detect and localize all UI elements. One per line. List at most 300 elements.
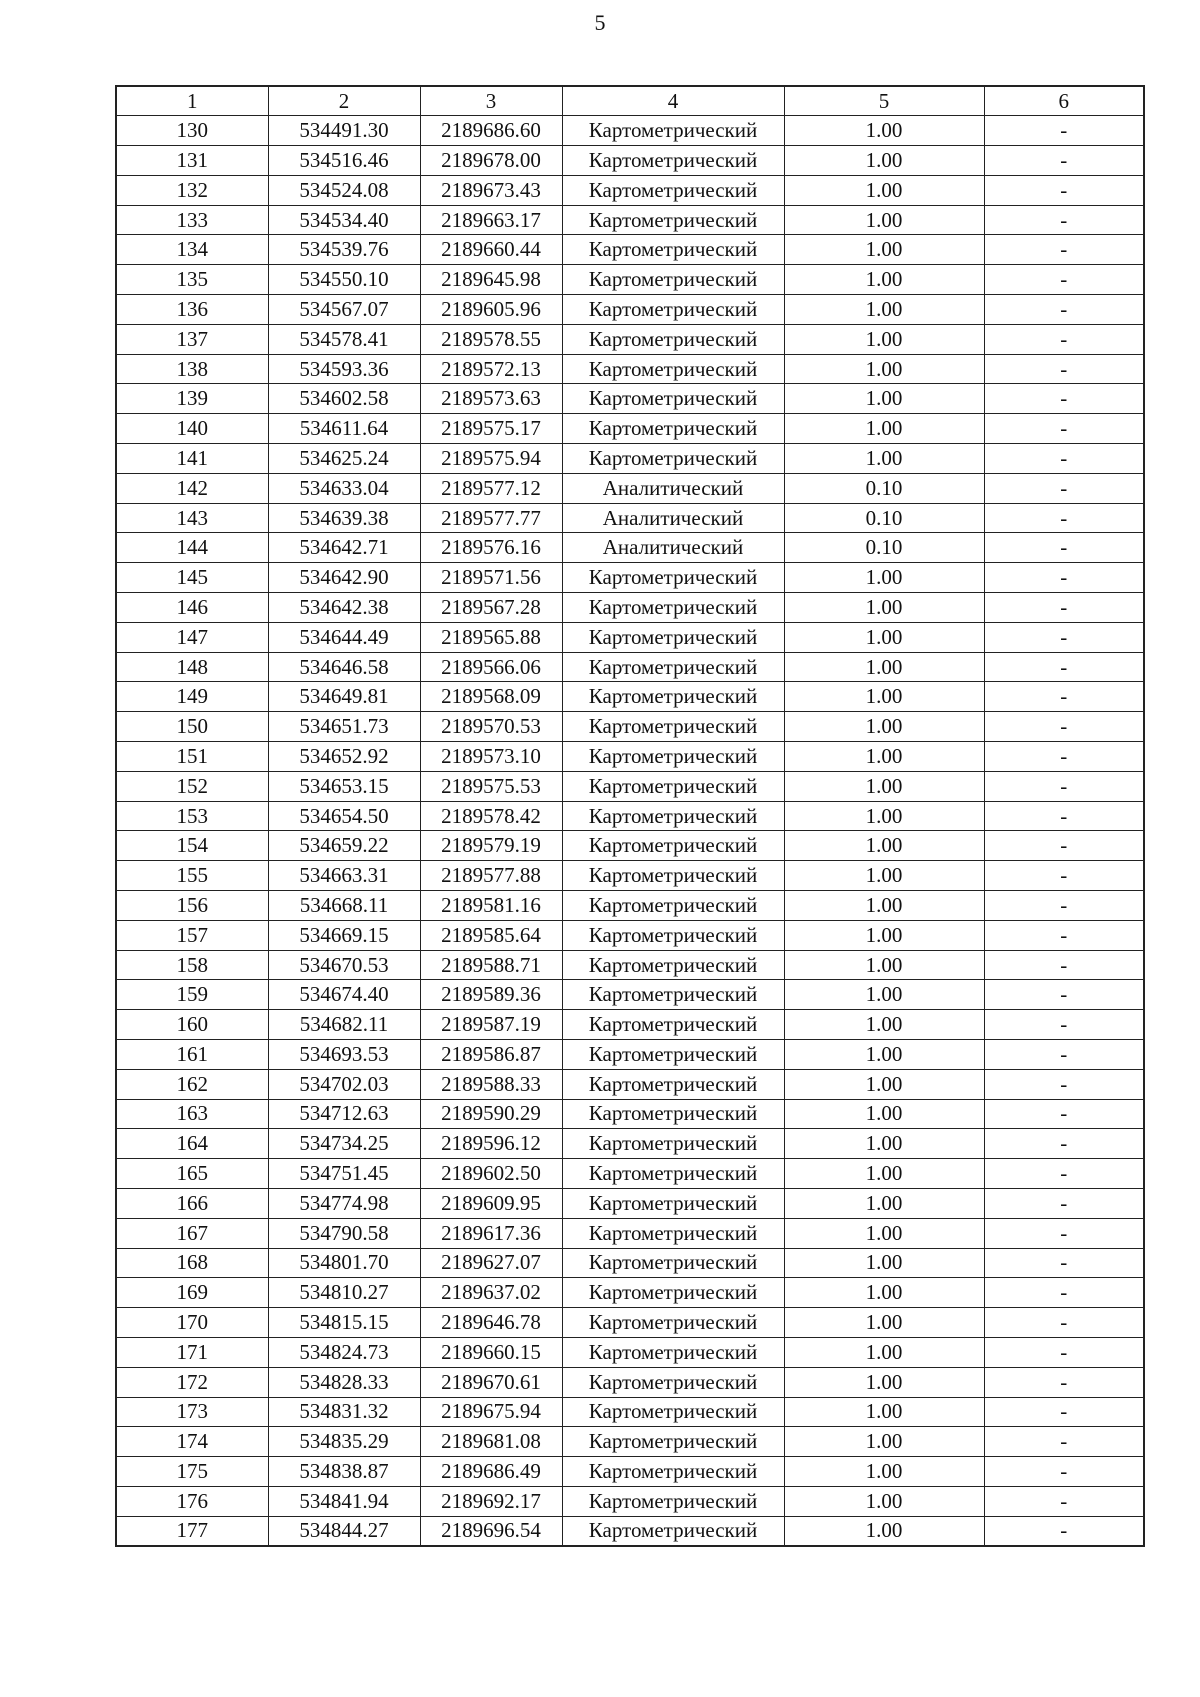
- method-cell: Картометрический: [562, 682, 784, 712]
- table-row: [116, 354, 1144, 384]
- x-coordinate-cell: 534593.36: [268, 354, 420, 384]
- accuracy-cell: 1.00: [784, 891, 984, 921]
- point-number-cell: 156: [116, 891, 268, 921]
- accuracy-cell: 1.00: [784, 771, 984, 801]
- x-coordinate-cell: 534633.04: [268, 473, 420, 503]
- point-number-cell: 160: [116, 1010, 268, 1040]
- point-number-cell: 154: [116, 831, 268, 861]
- x-coordinate-cell: 534649.81: [268, 682, 420, 712]
- note-cell: -: [984, 1486, 1144, 1516]
- point-number-cell: 142: [116, 473, 268, 503]
- point-number-cell: 144: [116, 533, 268, 563]
- point-number-cell: 172: [116, 1367, 268, 1397]
- method-cell: Картометрический: [562, 1010, 784, 1040]
- point-number-cell: 165: [116, 1159, 268, 1189]
- table-row: [116, 533, 1144, 563]
- point-number-cell: 149: [116, 682, 268, 712]
- x-coordinate-cell: 534611.64: [268, 414, 420, 444]
- note-cell: -: [984, 801, 1144, 831]
- point-number-cell: 163: [116, 1099, 268, 1129]
- x-coordinate-cell: 534524.08: [268, 175, 420, 205]
- y-coordinate-cell: 2189575.53: [420, 771, 562, 801]
- y-coordinate-cell: 2189577.77: [420, 503, 562, 533]
- method-cell: Картометрический: [562, 593, 784, 623]
- y-coordinate-cell: 2189586.87: [420, 1040, 562, 1070]
- note-cell: -: [984, 1278, 1144, 1308]
- y-coordinate-cell: 2189566.06: [420, 652, 562, 682]
- column-header-2: 2: [268, 86, 420, 116]
- point-number-cell: 177: [116, 1516, 268, 1546]
- method-cell: Картометрический: [562, 742, 784, 772]
- y-coordinate-cell: 2189567.28: [420, 593, 562, 623]
- method-cell: Картометрический: [562, 444, 784, 474]
- x-coordinate-cell: 534841.94: [268, 1486, 420, 1516]
- method-cell: Картометрический: [562, 622, 784, 652]
- x-coordinate-cell: 534539.76: [268, 235, 420, 265]
- table-row: [116, 116, 1144, 146]
- method-cell: Картометрический: [562, 354, 784, 384]
- table-row: [116, 1248, 1144, 1278]
- method-cell: Картометрический: [562, 563, 784, 593]
- y-coordinate-cell: 2189575.17: [420, 414, 562, 444]
- table-row: [116, 652, 1144, 682]
- point-number-cell: 151: [116, 742, 268, 772]
- table-row: [116, 1457, 1144, 1487]
- x-coordinate-cell: 534644.49: [268, 622, 420, 652]
- table-row: [116, 831, 1144, 861]
- note-cell: -: [984, 503, 1144, 533]
- note-cell: -: [984, 1337, 1144, 1367]
- method-cell: Картометрический: [562, 205, 784, 235]
- method-cell: Картометрический: [562, 801, 784, 831]
- method-cell: Картометрический: [562, 1129, 784, 1159]
- x-coordinate-cell: 534831.32: [268, 1397, 420, 1427]
- accuracy-cell: 1.00: [784, 652, 984, 682]
- note-cell: -: [984, 950, 1144, 980]
- table-row: [116, 146, 1144, 176]
- accuracy-cell: 1.00: [784, 1188, 984, 1218]
- method-cell: Картометрический: [562, 146, 784, 176]
- x-coordinate-cell: 534534.40: [268, 205, 420, 235]
- x-coordinate-cell: 534651.73: [268, 712, 420, 742]
- y-coordinate-cell: 2189660.44: [420, 235, 562, 265]
- x-coordinate-cell: 534668.11: [268, 891, 420, 921]
- method-cell: Картометрический: [562, 1069, 784, 1099]
- x-coordinate-cell: 534712.63: [268, 1099, 420, 1129]
- point-number-cell: 135: [116, 265, 268, 295]
- accuracy-cell: 1.00: [784, 682, 984, 712]
- column-header-3: 3: [420, 86, 562, 116]
- y-coordinate-cell: 2189588.33: [420, 1069, 562, 1099]
- note-cell: -: [984, 444, 1144, 474]
- accuracy-cell: 1.00: [784, 205, 984, 235]
- accuracy-cell: 1.00: [784, 384, 984, 414]
- method-cell: Картометрический: [562, 265, 784, 295]
- method-cell: Картометрический: [562, 384, 784, 414]
- note-cell: -: [984, 235, 1144, 265]
- y-coordinate-cell: 2189577.88: [420, 861, 562, 891]
- accuracy-cell: 1.00: [784, 563, 984, 593]
- y-coordinate-cell: 2189686.60: [420, 116, 562, 146]
- column-header-1: 1: [116, 86, 268, 116]
- y-coordinate-cell: 2189587.19: [420, 1010, 562, 1040]
- y-coordinate-cell: 2189576.16: [420, 533, 562, 563]
- method-cell: Картометрический: [562, 861, 784, 891]
- table-row: [116, 801, 1144, 831]
- method-cell: Картометрический: [562, 1397, 784, 1427]
- method-cell: Картометрический: [562, 1486, 784, 1516]
- point-number-cell: 137: [116, 324, 268, 354]
- x-coordinate-cell: 534491.30: [268, 116, 420, 146]
- point-number-cell: 164: [116, 1129, 268, 1159]
- note-cell: -: [984, 1367, 1144, 1397]
- table-row: [116, 1278, 1144, 1308]
- table-row: [116, 1486, 1144, 1516]
- y-coordinate-cell: 2189645.98: [420, 265, 562, 295]
- method-cell: Картометрический: [562, 235, 784, 265]
- y-coordinate-cell: 2189579.19: [420, 831, 562, 861]
- y-coordinate-cell: 2189573.63: [420, 384, 562, 414]
- table-row: [116, 920, 1144, 950]
- accuracy-cell: 1.00: [784, 1516, 984, 1546]
- accuracy-cell: 1.00: [784, 175, 984, 205]
- table-row: [116, 1099, 1144, 1129]
- note-cell: -: [984, 175, 1144, 205]
- point-number-cell: 162: [116, 1069, 268, 1099]
- point-number-cell: 158: [116, 950, 268, 980]
- x-coordinate-cell: 534659.22: [268, 831, 420, 861]
- x-coordinate-cell: 534835.29: [268, 1427, 420, 1457]
- y-coordinate-cell: 2189575.94: [420, 444, 562, 474]
- note-cell: -: [984, 1457, 1144, 1487]
- x-coordinate-cell: 534639.38: [268, 503, 420, 533]
- point-number-cell: 133: [116, 205, 268, 235]
- accuracy-cell: 1.00: [784, 1308, 984, 1338]
- note-cell: -: [984, 1248, 1144, 1278]
- accuracy-cell: 1.00: [784, 1278, 984, 1308]
- note-cell: -: [984, 1427, 1144, 1457]
- point-number-cell: 130: [116, 116, 268, 146]
- method-cell: Картометрический: [562, 652, 784, 682]
- point-number-cell: 174: [116, 1427, 268, 1457]
- x-coordinate-cell: 534702.03: [268, 1069, 420, 1099]
- x-coordinate-cell: 534674.40: [268, 980, 420, 1010]
- y-coordinate-cell: 2189571.56: [420, 563, 562, 593]
- note-cell: -: [984, 593, 1144, 623]
- point-number-cell: 169: [116, 1278, 268, 1308]
- method-cell: Картометрический: [562, 175, 784, 205]
- note-cell: -: [984, 712, 1144, 742]
- accuracy-cell: 0.10: [784, 533, 984, 563]
- y-coordinate-cell: 2189681.08: [420, 1427, 562, 1457]
- note-cell: -: [984, 205, 1144, 235]
- accuracy-cell: 1.00: [784, 235, 984, 265]
- accuracy-cell: 1.00: [784, 1040, 984, 1070]
- accuracy-cell: 1.00: [784, 1367, 984, 1397]
- table-row: [116, 593, 1144, 623]
- point-number-cell: 143: [116, 503, 268, 533]
- table-row: [116, 1069, 1144, 1099]
- note-cell: -: [984, 1516, 1144, 1546]
- method-cell: Картометрический: [562, 950, 784, 980]
- method-cell: Картометрический: [562, 1099, 784, 1129]
- table-row: [116, 414, 1144, 444]
- y-coordinate-cell: 2189565.88: [420, 622, 562, 652]
- y-coordinate-cell: 2189675.94: [420, 1397, 562, 1427]
- note-cell: -: [984, 116, 1144, 146]
- accuracy-cell: 1.00: [784, 1159, 984, 1189]
- x-coordinate-cell: 534801.70: [268, 1248, 420, 1278]
- table-body: [116, 116, 1144, 1546]
- x-coordinate-cell: 534602.58: [268, 384, 420, 414]
- note-cell: -: [984, 1188, 1144, 1218]
- y-coordinate-cell: 2189578.42: [420, 801, 562, 831]
- header-row: [116, 86, 1144, 116]
- accuracy-cell: 1.00: [784, 980, 984, 1010]
- table-row: [116, 771, 1144, 801]
- point-number-cell: 140: [116, 414, 268, 444]
- note-cell: -: [984, 891, 1144, 921]
- method-cell: Картометрический: [562, 324, 784, 354]
- table-row: [116, 1308, 1144, 1338]
- x-coordinate-cell: 534516.46: [268, 146, 420, 176]
- table-header: [116, 86, 1144, 116]
- x-coordinate-cell: 534642.90: [268, 563, 420, 593]
- y-coordinate-cell: 2189572.13: [420, 354, 562, 384]
- method-cell: Картометрический: [562, 1457, 784, 1487]
- y-coordinate-cell: 2189646.78: [420, 1308, 562, 1338]
- note-cell: -: [984, 622, 1144, 652]
- table-row: [116, 1159, 1144, 1189]
- table-row: [116, 682, 1144, 712]
- accuracy-cell: 1.00: [784, 1397, 984, 1427]
- x-coordinate-cell: 534790.58: [268, 1218, 420, 1248]
- accuracy-cell: 1.00: [784, 414, 984, 444]
- table-row: [116, 473, 1144, 503]
- point-number-cell: 176: [116, 1486, 268, 1516]
- point-number-cell: 147: [116, 622, 268, 652]
- point-number-cell: 168: [116, 1248, 268, 1278]
- method-cell: Картометрический: [562, 920, 784, 950]
- y-coordinate-cell: 2189673.43: [420, 175, 562, 205]
- x-coordinate-cell: 534567.07: [268, 295, 420, 325]
- point-number-cell: 170: [116, 1308, 268, 1338]
- accuracy-cell: 1.00: [784, 1069, 984, 1099]
- point-number-cell: 167: [116, 1218, 268, 1248]
- y-coordinate-cell: 2189590.29: [420, 1099, 562, 1129]
- column-header-4: 4: [562, 86, 784, 116]
- accuracy-cell: 1.00: [784, 712, 984, 742]
- point-number-cell: 155: [116, 861, 268, 891]
- table-row: [116, 563, 1144, 593]
- note-cell: -: [984, 742, 1144, 772]
- accuracy-cell: 1.00: [784, 1457, 984, 1487]
- accuracy-cell: 1.00: [784, 1337, 984, 1367]
- method-cell: Картометрический: [562, 771, 784, 801]
- point-number-cell: 139: [116, 384, 268, 414]
- y-coordinate-cell: 2189570.53: [420, 712, 562, 742]
- y-coordinate-cell: 2189581.16: [420, 891, 562, 921]
- table-row: [116, 861, 1144, 891]
- note-cell: -: [984, 354, 1144, 384]
- note-cell: -: [984, 1069, 1144, 1099]
- x-coordinate-cell: 534663.31: [268, 861, 420, 891]
- y-coordinate-cell: 2189670.61: [420, 1367, 562, 1397]
- note-cell: -: [984, 473, 1144, 503]
- point-number-cell: 175: [116, 1457, 268, 1487]
- x-coordinate-cell: 534682.11: [268, 1010, 420, 1040]
- y-coordinate-cell: 2189568.09: [420, 682, 562, 712]
- note-cell: -: [984, 861, 1144, 891]
- table-row: [116, 712, 1144, 742]
- y-coordinate-cell: 2189686.49: [420, 1457, 562, 1487]
- note-cell: -: [984, 295, 1144, 325]
- y-coordinate-cell: 2189578.55: [420, 324, 562, 354]
- table-row: [116, 205, 1144, 235]
- method-cell: Картометрический: [562, 831, 784, 861]
- x-coordinate-cell: 534550.10: [268, 265, 420, 295]
- point-number-cell: 157: [116, 920, 268, 950]
- x-coordinate-cell: 534669.15: [268, 920, 420, 950]
- table-row: [116, 1427, 1144, 1457]
- x-coordinate-cell: 534844.27: [268, 1516, 420, 1546]
- table-row: [116, 622, 1144, 652]
- accuracy-cell: 1.00: [784, 1248, 984, 1278]
- x-coordinate-cell: 534653.15: [268, 771, 420, 801]
- accuracy-cell: 1.00: [784, 324, 984, 354]
- table-row: [116, 1040, 1144, 1070]
- note-cell: -: [984, 1010, 1144, 1040]
- note-cell: -: [984, 324, 1144, 354]
- method-cell: Картометрический: [562, 1040, 784, 1070]
- note-cell: -: [984, 265, 1144, 295]
- note-cell: -: [984, 146, 1144, 176]
- y-coordinate-cell: 2189660.15: [420, 1337, 562, 1367]
- accuracy-cell: 1.00: [784, 265, 984, 295]
- table-row: [116, 384, 1144, 414]
- y-coordinate-cell: 2189609.95: [420, 1188, 562, 1218]
- method-cell: Картометрический: [562, 1159, 784, 1189]
- x-coordinate-cell: 534578.41: [268, 324, 420, 354]
- accuracy-cell: 1.00: [784, 950, 984, 980]
- method-cell: Картометрический: [562, 295, 784, 325]
- table-row: [116, 265, 1144, 295]
- method-cell: Картометрический: [562, 712, 784, 742]
- y-coordinate-cell: 2189637.02: [420, 1278, 562, 1308]
- method-cell: Картометрический: [562, 1337, 784, 1367]
- accuracy-cell: 1.00: [784, 593, 984, 623]
- accuracy-cell: 1.00: [784, 1129, 984, 1159]
- note-cell: -: [984, 1397, 1144, 1427]
- y-coordinate-cell: 2189617.36: [420, 1218, 562, 1248]
- table-row: [116, 1129, 1144, 1159]
- accuracy-cell: 1.00: [784, 920, 984, 950]
- method-cell: Аналитический: [562, 473, 784, 503]
- note-cell: -: [984, 682, 1144, 712]
- table-row: [116, 1218, 1144, 1248]
- table-row: [116, 324, 1144, 354]
- point-number-cell: 132: [116, 175, 268, 205]
- x-coordinate-cell: 534693.53: [268, 1040, 420, 1070]
- y-coordinate-cell: 2189692.17: [420, 1486, 562, 1516]
- accuracy-cell: 1.00: [784, 1427, 984, 1457]
- note-cell: -: [984, 1218, 1144, 1248]
- x-coordinate-cell: 534654.50: [268, 801, 420, 831]
- method-cell: Картометрический: [562, 116, 784, 146]
- x-coordinate-cell: 534810.27: [268, 1278, 420, 1308]
- point-number-cell: 166: [116, 1188, 268, 1218]
- point-number-cell: 152: [116, 771, 268, 801]
- accuracy-cell: 1.00: [784, 831, 984, 861]
- note-cell: -: [984, 563, 1144, 593]
- accuracy-cell: 1.00: [784, 1218, 984, 1248]
- x-coordinate-cell: 534642.38: [268, 593, 420, 623]
- point-number-cell: 138: [116, 354, 268, 384]
- y-coordinate-cell: 2189663.17: [420, 205, 562, 235]
- x-coordinate-cell: 534646.58: [268, 652, 420, 682]
- accuracy-cell: 0.10: [784, 503, 984, 533]
- y-coordinate-cell: 2189589.36: [420, 980, 562, 1010]
- note-cell: -: [984, 1099, 1144, 1129]
- y-coordinate-cell: 2189596.12: [420, 1129, 562, 1159]
- accuracy-cell: 1.00: [784, 622, 984, 652]
- y-coordinate-cell: 2189605.96: [420, 295, 562, 325]
- method-cell: Картометрический: [562, 1367, 784, 1397]
- x-coordinate-cell: 534642.71: [268, 533, 420, 563]
- y-coordinate-cell: 2189585.64: [420, 920, 562, 950]
- note-cell: -: [984, 533, 1144, 563]
- accuracy-cell: 1.00: [784, 354, 984, 384]
- note-cell: -: [984, 1040, 1144, 1070]
- note-cell: -: [984, 831, 1144, 861]
- y-coordinate-cell: 2189588.71: [420, 950, 562, 980]
- point-number-cell: 150: [116, 712, 268, 742]
- table-row: [116, 980, 1144, 1010]
- point-number-cell: 141: [116, 444, 268, 474]
- note-cell: -: [984, 920, 1144, 950]
- note-cell: -: [984, 1159, 1144, 1189]
- accuracy-cell: 1.00: [784, 295, 984, 325]
- point-number-cell: 153: [116, 801, 268, 831]
- x-coordinate-cell: 534670.53: [268, 950, 420, 980]
- table-row: [116, 742, 1144, 772]
- table-row: [116, 950, 1144, 980]
- y-coordinate-cell: 2189678.00: [420, 146, 562, 176]
- note-cell: -: [984, 980, 1144, 1010]
- table-row: [116, 175, 1144, 205]
- accuracy-cell: 1.00: [784, 801, 984, 831]
- x-coordinate-cell: 534828.33: [268, 1367, 420, 1397]
- method-cell: Картометрический: [562, 1188, 784, 1218]
- note-cell: -: [984, 1129, 1144, 1159]
- point-number-cell: 145: [116, 563, 268, 593]
- point-number-cell: 161: [116, 1040, 268, 1070]
- accuracy-cell: 1.00: [784, 1099, 984, 1129]
- table-row: [116, 1367, 1144, 1397]
- x-coordinate-cell: 534774.98: [268, 1188, 420, 1218]
- table-row: [116, 1337, 1144, 1367]
- point-number-cell: 134: [116, 235, 268, 265]
- y-coordinate-cell: 2189696.54: [420, 1516, 562, 1546]
- accuracy-cell: 1.00: [784, 1486, 984, 1516]
- table-row: [116, 503, 1144, 533]
- y-coordinate-cell: 2189573.10: [420, 742, 562, 772]
- table-row: [116, 1397, 1144, 1427]
- y-coordinate-cell: 2189602.50: [420, 1159, 562, 1189]
- note-cell: -: [984, 384, 1144, 414]
- point-number-cell: 146: [116, 593, 268, 623]
- accuracy-cell: 0.10: [784, 473, 984, 503]
